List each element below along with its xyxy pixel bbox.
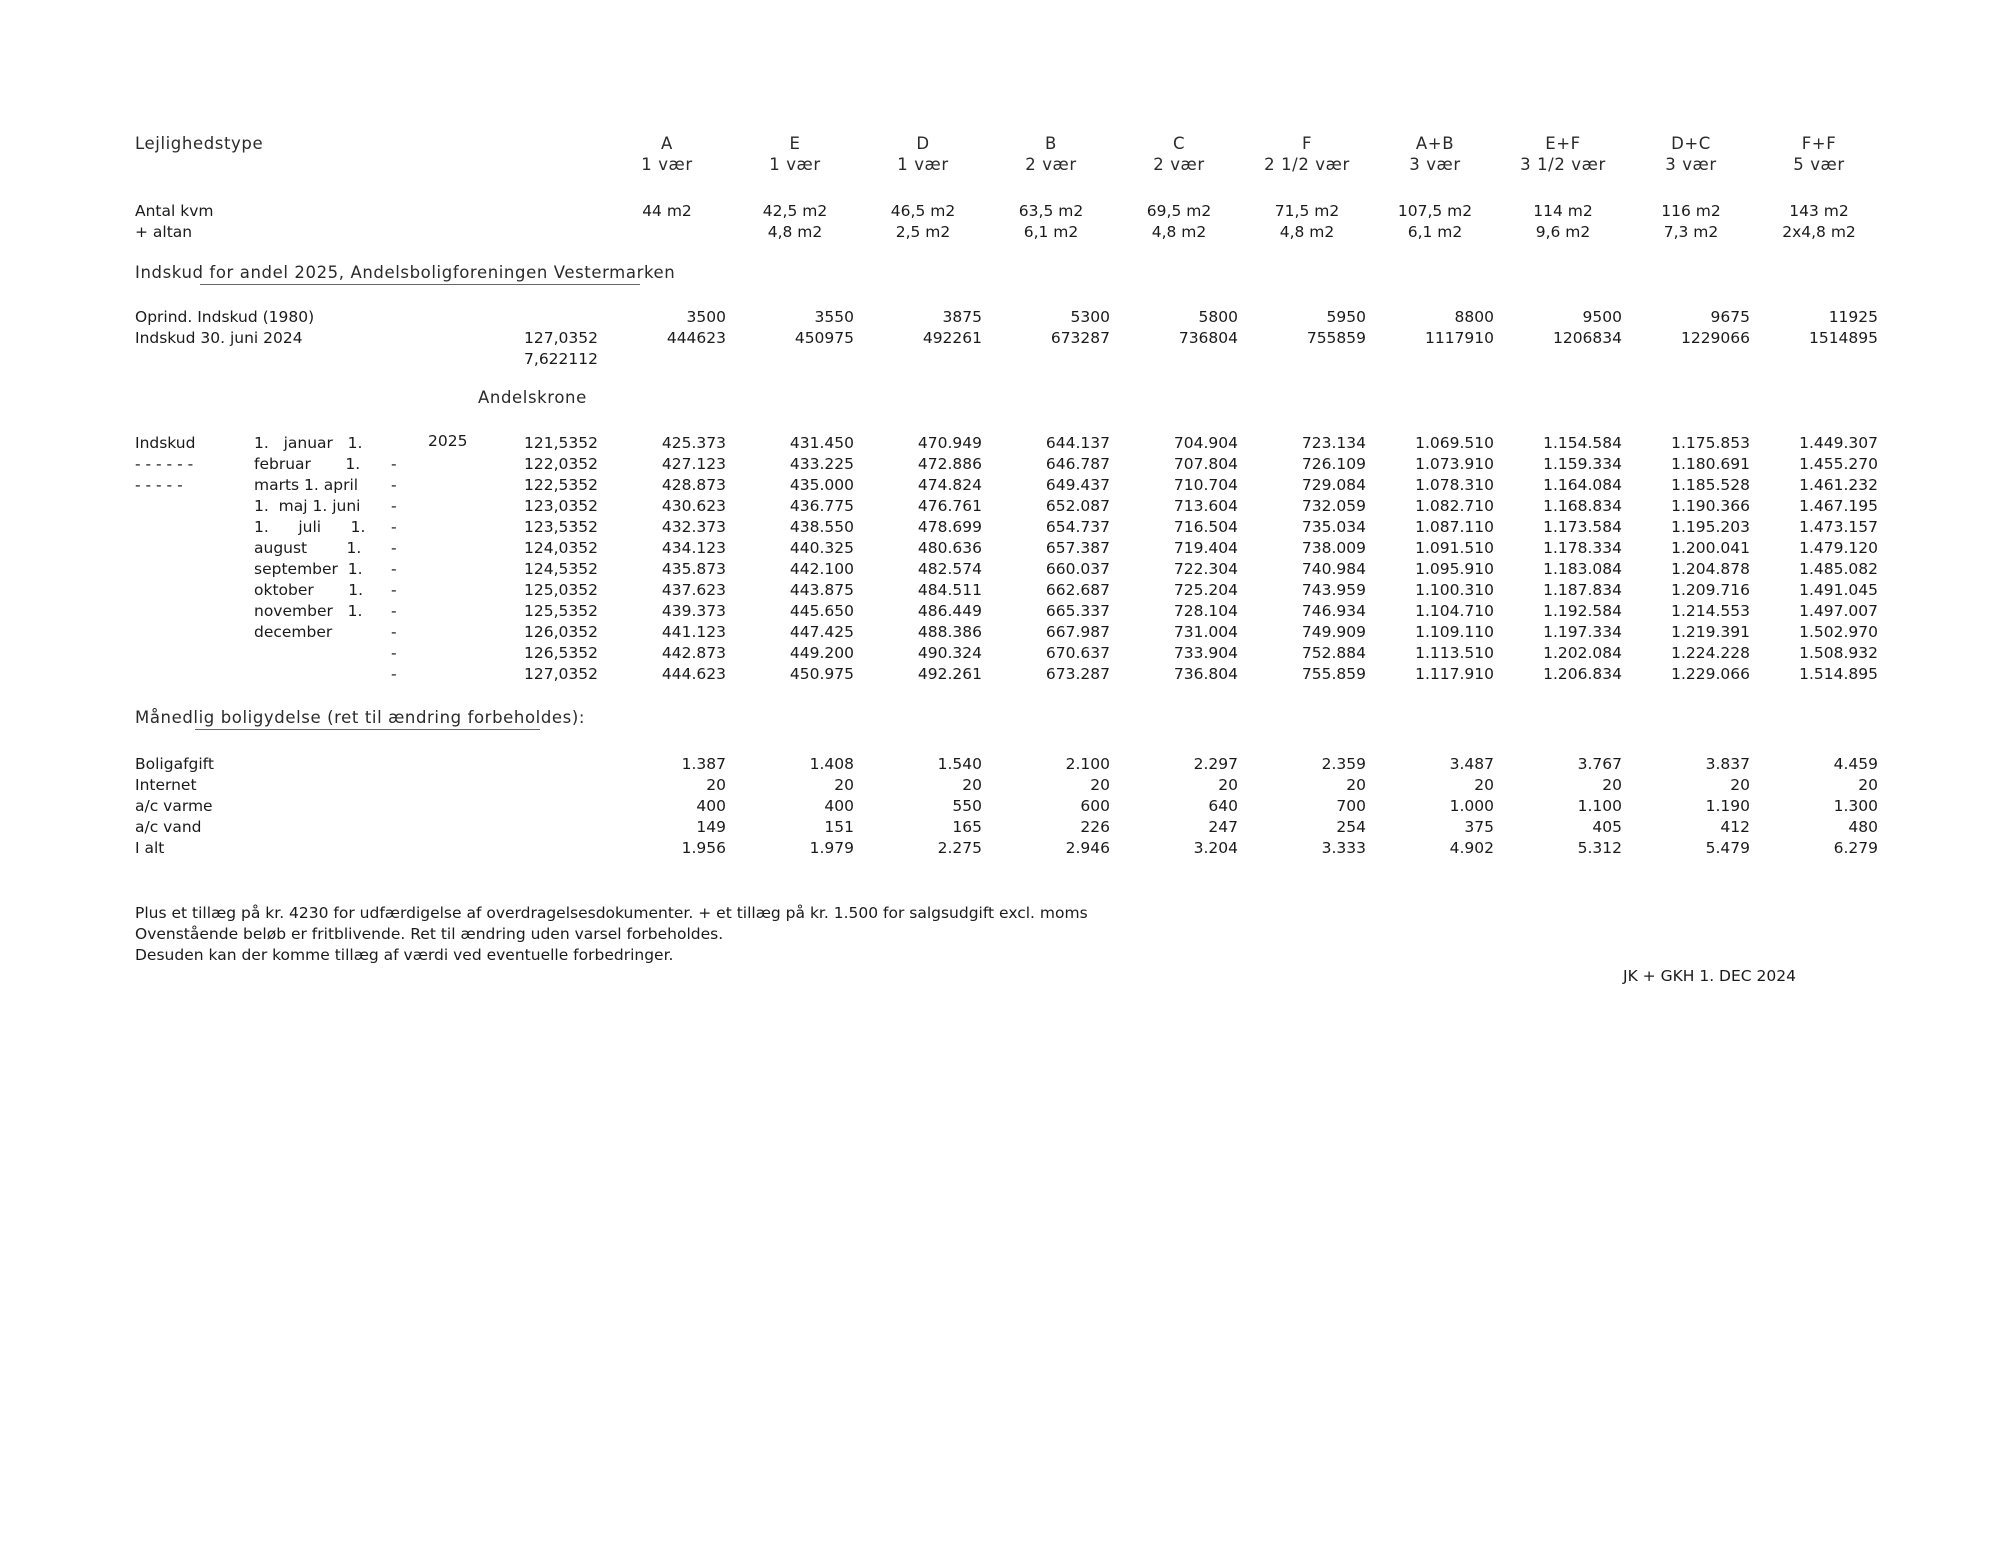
month-value: 480.636 xyxy=(917,539,982,557)
column-altan: 4,8 m2 xyxy=(1279,223,1335,241)
oprind-value: 3500 xyxy=(686,308,726,326)
month-factor: 121,5352 xyxy=(524,434,598,452)
extra-factor: 7,622112 xyxy=(524,350,598,368)
column-altan: 7,3 m2 xyxy=(1663,223,1719,241)
cost-value: 165 xyxy=(952,818,982,836)
oprind-value: 9500 xyxy=(1582,308,1622,326)
cost-value: 254 xyxy=(1336,818,1366,836)
month-value: 1.449.307 xyxy=(1799,434,1878,452)
juni-value: 444623 xyxy=(666,329,726,347)
month-value: 438.550 xyxy=(789,518,854,536)
column-code: A xyxy=(661,134,673,153)
column-altan: 9,6 m2 xyxy=(1535,223,1591,241)
column-kvm: 143 m2 xyxy=(1789,202,1849,220)
month-value: 652.087 xyxy=(1045,497,1110,515)
month-value: 1.485.082 xyxy=(1799,560,1878,578)
month-dash: - xyxy=(391,602,397,620)
month-value: 444.623 xyxy=(661,665,726,683)
month-value: 644.137 xyxy=(1045,434,1110,452)
month-value: 1.100.310 xyxy=(1415,581,1494,599)
month-value: 1.508.932 xyxy=(1799,644,1878,662)
month-value: 731.004 xyxy=(1173,623,1238,641)
month-value: 726.109 xyxy=(1301,455,1366,473)
cost-value: 226 xyxy=(1080,818,1110,836)
oprind-value: 9675 xyxy=(1710,308,1750,326)
month-value: 1.467.195 xyxy=(1799,497,1878,515)
month-label: oktober 1. xyxy=(254,581,364,599)
juni-factor: 127,0352 xyxy=(524,329,598,347)
month-value: 660.037 xyxy=(1045,560,1110,578)
column-code: A+B xyxy=(1415,134,1455,153)
month-value: 442.873 xyxy=(661,644,726,662)
cost-label: a/c vand xyxy=(135,818,202,836)
month-value: 707.804 xyxy=(1173,455,1238,473)
column-altan: 6,1 m2 xyxy=(1023,223,1079,241)
cost-value: 1.100 xyxy=(1577,797,1622,815)
month-factor: 122,5352 xyxy=(524,476,598,494)
cost-value: 400 xyxy=(696,797,726,815)
month-value: 646.787 xyxy=(1045,455,1110,473)
column-rooms: 3 vær xyxy=(1409,155,1461,174)
column-rooms: 2 1/2 vær xyxy=(1264,155,1350,174)
month-value: 738.009 xyxy=(1301,539,1366,557)
month-value: 425.373 xyxy=(661,434,726,452)
month-label: august 1. xyxy=(254,539,362,557)
month-factor: 125,5352 xyxy=(524,602,598,620)
column-kvm: 42,5 m2 xyxy=(762,202,828,220)
month-value: 1.192.584 xyxy=(1543,602,1622,620)
column-rooms: 5 vær xyxy=(1793,155,1845,174)
cost-label: a/c varme xyxy=(135,797,213,815)
cost-value: 2.100 xyxy=(1065,755,1110,773)
column-rooms: 3 vær xyxy=(1665,155,1717,174)
month-value: 667.987 xyxy=(1045,623,1110,641)
month-value: 1.209.716 xyxy=(1671,581,1750,599)
month-value: 725.204 xyxy=(1173,581,1238,599)
month-value: 1.187.834 xyxy=(1543,581,1622,599)
month-factor: 123,0352 xyxy=(524,497,598,515)
column-rooms: 3 1/2 vær xyxy=(1520,155,1606,174)
month-value: 670.637 xyxy=(1045,644,1110,662)
month-value: 442.100 xyxy=(789,560,854,578)
month-factor: 126,0352 xyxy=(524,623,598,641)
month-value: 437.623 xyxy=(661,581,726,599)
year-label: 2025 xyxy=(428,432,468,450)
column-code: C xyxy=(1172,134,1186,153)
month-label: september 1. xyxy=(254,560,363,578)
column-altan: 2,5 m2 xyxy=(895,223,951,241)
month-value: 472.886 xyxy=(917,455,982,473)
month-value: 435.000 xyxy=(789,476,854,494)
month-value: 1.514.895 xyxy=(1799,665,1878,683)
month-value: 729.084 xyxy=(1301,476,1366,494)
month-value: 1.197.334 xyxy=(1543,623,1622,641)
column-code: F+F xyxy=(1801,134,1837,153)
column-code: B xyxy=(1045,134,1057,153)
month-value: 1.178.334 xyxy=(1543,539,1622,557)
cost-label: Internet xyxy=(135,776,197,794)
cost-value: 600 xyxy=(1080,797,1110,815)
cost-value: 640 xyxy=(1208,797,1238,815)
month-value: 490.324 xyxy=(917,644,982,662)
oprind-value: 5800 xyxy=(1198,308,1238,326)
month-value: 1.073.910 xyxy=(1415,455,1494,473)
cost-value: 2.297 xyxy=(1193,755,1238,773)
month-value: 1.502.970 xyxy=(1799,623,1878,641)
cost-value: 1.408 xyxy=(809,755,854,773)
month-value: 1.497.007 xyxy=(1799,602,1878,620)
juni-value: 1229066 xyxy=(1680,329,1750,347)
column-kvm: 69,5 m2 xyxy=(1146,202,1212,220)
cost-value: 3.767 xyxy=(1577,755,1622,773)
month-value: 1.195.203 xyxy=(1671,518,1750,536)
month-value: 476.761 xyxy=(917,497,982,515)
month-value: 1.200.041 xyxy=(1671,539,1750,557)
juni-value: 755859 xyxy=(1306,329,1366,347)
month-label: 1. juli 1. xyxy=(254,518,366,536)
month-value: 486.449 xyxy=(917,602,982,620)
cost-value: 247 xyxy=(1208,818,1238,836)
cost-value: 3.204 xyxy=(1193,839,1238,857)
andelskrone-label: Andelskrone xyxy=(478,388,587,407)
cost-value: 2.359 xyxy=(1321,755,1366,773)
cost-value: 3.333 xyxy=(1321,839,1366,857)
cost-value: 550 xyxy=(952,797,982,815)
cost-value: 412 xyxy=(1720,818,1750,836)
month-value: 719.404 xyxy=(1173,539,1238,557)
month-value: 435.873 xyxy=(661,560,726,578)
cost-value: 1.190 xyxy=(1705,797,1750,815)
column-kvm: 63,5 m2 xyxy=(1018,202,1084,220)
cost-value: 1.956 xyxy=(681,839,726,857)
month-value: 723.134 xyxy=(1301,434,1366,452)
signature: JK + GKH 1. DEC 2024 xyxy=(1623,967,1796,985)
month-factor: 124,5352 xyxy=(524,560,598,578)
month-dash: - xyxy=(391,644,397,662)
juni-value: 736804 xyxy=(1178,329,1238,347)
cost-value: 4.459 xyxy=(1833,755,1878,773)
month-factor: 122,0352 xyxy=(524,455,598,473)
month-value: 1.069.510 xyxy=(1415,434,1494,452)
month-value: 1.117.910 xyxy=(1415,665,1494,683)
juni-value: 1206834 xyxy=(1552,329,1622,347)
month-dash: - xyxy=(391,581,397,599)
month-value: 710.704 xyxy=(1173,476,1238,494)
cost-value: 20 xyxy=(962,776,982,794)
month-value: 1.183.084 xyxy=(1543,560,1622,578)
month-value: 654.737 xyxy=(1045,518,1110,536)
note-line: Plus et tillæg på kr. 4230 for udfærdigelse af overdragelsesdokumenter. + et tillæg på kr. 1.500 for salgsudgift excl. moms xyxy=(135,904,1088,922)
column-rooms: 2 vær xyxy=(1025,155,1077,174)
altan-label: + altan xyxy=(135,223,193,241)
column-code: D xyxy=(916,134,930,153)
dash-line-b: - - - - - xyxy=(135,476,183,494)
month-value: 1.185.528 xyxy=(1671,476,1750,494)
month-value: 1.479.120 xyxy=(1799,539,1878,557)
column-altan: 4,8 m2 xyxy=(767,223,823,241)
month-value: 722.304 xyxy=(1173,560,1238,578)
cost-value: 20 xyxy=(1090,776,1110,794)
month-label: november 1. xyxy=(254,602,363,620)
cost-label: Boligafgift xyxy=(135,755,214,773)
month-factor: 124,0352 xyxy=(524,539,598,557)
column-altan: 4,8 m2 xyxy=(1151,223,1207,241)
month-value: 439.373 xyxy=(661,602,726,620)
cost-value: 3.487 xyxy=(1449,755,1494,773)
column-kvm: 107,5 m2 xyxy=(1397,202,1473,220)
month-value: 665.337 xyxy=(1045,602,1110,620)
oprind-value: 5950 xyxy=(1326,308,1366,326)
month-value: 432.373 xyxy=(661,518,726,536)
month-value: 445.650 xyxy=(789,602,854,620)
month-value: 716.504 xyxy=(1173,518,1238,536)
oprind-value: 8800 xyxy=(1454,308,1494,326)
column-code: E xyxy=(789,134,801,153)
month-value: 649.437 xyxy=(1045,476,1110,494)
month-value: 1.164.084 xyxy=(1543,476,1622,494)
oprind-value: 5300 xyxy=(1070,308,1110,326)
month-value: 657.387 xyxy=(1045,539,1110,557)
juni-value: 450975 xyxy=(794,329,854,347)
column-rooms: 1 vær xyxy=(641,155,693,174)
column-kvm: 114 m2 xyxy=(1533,202,1593,220)
month-value: 492.261 xyxy=(917,665,982,683)
month-factor: 127,0352 xyxy=(524,665,598,683)
section2-title: Månedlig boligydelse (ret til ændring forbeholdes): xyxy=(135,708,586,727)
month-value: 441.123 xyxy=(661,623,726,641)
month-label: 1. januar 1. xyxy=(254,434,363,452)
month-value: 732.059 xyxy=(1301,497,1366,515)
month-value: 1.190.366 xyxy=(1671,497,1750,515)
month-factor: 126,5352 xyxy=(524,644,598,662)
month-dash: - xyxy=(391,518,397,536)
month-value: 1.473.157 xyxy=(1799,518,1878,536)
month-dash: - xyxy=(391,665,397,683)
month-value: 447.425 xyxy=(789,623,854,641)
oprind-value: 3550 xyxy=(814,308,854,326)
month-value: 728.104 xyxy=(1173,602,1238,620)
cost-value: 405 xyxy=(1592,818,1622,836)
column-code: D+C xyxy=(1671,134,1711,153)
month-value: 1.491.045 xyxy=(1799,581,1878,599)
cost-value: 3.837 xyxy=(1705,755,1750,773)
cost-value: 5.312 xyxy=(1577,839,1622,857)
month-value: 478.699 xyxy=(917,518,982,536)
month-dash: - xyxy=(391,476,397,494)
month-value: 752.884 xyxy=(1301,644,1366,662)
month-value: 749.909 xyxy=(1301,623,1366,641)
month-value: 488.386 xyxy=(917,623,982,641)
month-value: 484.511 xyxy=(917,581,982,599)
cost-value: 375 xyxy=(1464,818,1494,836)
cost-value: 20 xyxy=(1218,776,1238,794)
month-value: 450.975 xyxy=(789,665,854,683)
month-dash: - xyxy=(391,539,397,557)
cost-value: 1.000 xyxy=(1449,797,1494,815)
cost-value: 400 xyxy=(824,797,854,815)
note-line: Desuden kan der komme tillæg af værdi ved eventuelle forbedringer. xyxy=(135,946,674,964)
cost-value: 20 xyxy=(706,776,726,794)
column-rooms: 1 vær xyxy=(769,155,821,174)
month-value: 755.859 xyxy=(1301,665,1366,683)
cost-value: 1.540 xyxy=(937,755,982,773)
cost-value: 20 xyxy=(1858,776,1878,794)
cost-value: 6.279 xyxy=(1833,839,1878,857)
month-value: 743.959 xyxy=(1301,581,1366,599)
month-dash: - xyxy=(391,623,397,641)
juni-value: 492261 xyxy=(922,329,982,347)
indskud-label: Indskud xyxy=(135,434,196,452)
cost-value: 1.979 xyxy=(809,839,854,857)
type-label: Lejlighedstype xyxy=(135,134,264,153)
cost-value: 151 xyxy=(824,818,854,836)
month-label: februar 1. xyxy=(254,455,361,473)
month-value: 1.455.270 xyxy=(1799,455,1878,473)
cost-value: 700 xyxy=(1336,797,1366,815)
month-value: 470.949 xyxy=(917,434,982,452)
month-value: 433.225 xyxy=(789,455,854,473)
month-value: 704.904 xyxy=(1173,434,1238,452)
month-value: 428.873 xyxy=(661,476,726,494)
cost-label: I alt xyxy=(135,839,165,857)
month-value: 1.175.853 xyxy=(1671,434,1750,452)
cost-value: 20 xyxy=(1474,776,1494,794)
month-value: 1.461.232 xyxy=(1799,476,1878,494)
oprind-value: 11925 xyxy=(1828,308,1878,326)
month-value: 1.159.334 xyxy=(1543,455,1622,473)
month-value: 1.082.710 xyxy=(1415,497,1494,515)
column-rooms: 2 vær xyxy=(1153,155,1205,174)
cost-value: 1.300 xyxy=(1833,797,1878,815)
cost-value: 480 xyxy=(1848,818,1878,836)
month-value: 1.168.834 xyxy=(1543,497,1622,515)
month-value: 1.154.584 xyxy=(1543,434,1622,452)
month-value: 1.206.834 xyxy=(1543,665,1622,683)
column-altan: 2x4,8 m2 xyxy=(1782,223,1856,241)
month-value: 1.109.110 xyxy=(1415,623,1494,641)
cost-value: 149 xyxy=(696,818,726,836)
month-value: 1.180.691 xyxy=(1671,455,1750,473)
month-value: 662.687 xyxy=(1045,581,1110,599)
month-value: 1.219.391 xyxy=(1671,623,1750,641)
column-kvm: 71,5 m2 xyxy=(1274,202,1340,220)
month-value: 431.450 xyxy=(789,434,854,452)
month-label: marts 1. april xyxy=(254,476,359,494)
month-value: 713.604 xyxy=(1173,497,1238,515)
month-value: 1.087.110 xyxy=(1415,518,1494,536)
month-value: 440.325 xyxy=(789,539,854,557)
juni-value: 1514895 xyxy=(1808,329,1878,347)
month-value: 427.123 xyxy=(661,455,726,473)
month-value: 740.984 xyxy=(1301,560,1366,578)
cost-value: 2.946 xyxy=(1065,839,1110,857)
month-dash: - xyxy=(391,497,397,515)
month-value: 1.173.584 xyxy=(1543,518,1622,536)
month-value: 436.775 xyxy=(789,497,854,515)
oprind-value: 3875 xyxy=(942,308,982,326)
month-value: 1.113.510 xyxy=(1415,644,1494,662)
cost-value: 20 xyxy=(1602,776,1622,794)
month-value: 1.204.878 xyxy=(1671,560,1750,578)
month-value: 1.224.228 xyxy=(1671,644,1750,662)
cost-value: 20 xyxy=(834,776,854,794)
month-value: 1.229.066 xyxy=(1671,665,1750,683)
cost-value: 20 xyxy=(1346,776,1366,794)
section1-underline xyxy=(200,284,640,285)
month-value: 1.104.710 xyxy=(1415,602,1494,620)
juni-value: 1117910 xyxy=(1424,329,1494,347)
section1-title: Indskud for andel 2025, Andelsboligforeningen Vestermarken xyxy=(135,263,676,282)
month-value: 733.904 xyxy=(1173,644,1238,662)
section2-underline xyxy=(195,729,540,730)
cost-value: 2.275 xyxy=(937,839,982,857)
month-label: 1. maj 1. juni xyxy=(254,497,361,515)
month-value: 1.091.510 xyxy=(1415,539,1494,557)
cost-value: 4.902 xyxy=(1449,839,1494,857)
column-rooms: 1 vær xyxy=(897,155,949,174)
month-value: 430.623 xyxy=(661,497,726,515)
juni-label: Indskud 30. juni 2024 xyxy=(135,329,303,347)
month-factor: 125,0352 xyxy=(524,581,598,599)
month-dash: - xyxy=(391,455,397,473)
cost-value: 20 xyxy=(1730,776,1750,794)
month-value: 1.214.553 xyxy=(1671,602,1750,620)
month-value: 746.934 xyxy=(1301,602,1366,620)
month-value: 1.202.084 xyxy=(1543,644,1622,662)
column-kvm: 44 m2 xyxy=(642,202,692,220)
month-value: 434.123 xyxy=(661,539,726,557)
month-value: 474.824 xyxy=(917,476,982,494)
month-value: 443.875 xyxy=(789,581,854,599)
juni-value: 673287 xyxy=(1050,329,1110,347)
month-factor: 123,5352 xyxy=(524,518,598,536)
column-kvm: 116 m2 xyxy=(1661,202,1721,220)
column-altan: 6,1 m2 xyxy=(1407,223,1463,241)
oprind-label: Oprind. Indskud (1980) xyxy=(135,308,315,326)
month-value: 449.200 xyxy=(789,644,854,662)
month-dash: - xyxy=(391,560,397,578)
column-code: E+F xyxy=(1545,134,1581,153)
kvm-label: Antal kvm xyxy=(135,202,214,220)
cost-value: 5.479 xyxy=(1705,839,1750,857)
month-label: december xyxy=(254,623,333,641)
month-value: 482.574 xyxy=(917,560,982,578)
note-line: Ovenstående beløb er fritblivende. Ret til ændring uden varsel forbeholdes. xyxy=(135,925,724,943)
dash-line-a: - - - - - - xyxy=(135,455,194,473)
month-value: 1.078.310 xyxy=(1415,476,1494,494)
month-value: 1.095.910 xyxy=(1415,560,1494,578)
month-value: 736.804 xyxy=(1173,665,1238,683)
cost-value: 1.387 xyxy=(681,755,726,773)
month-value: 735.034 xyxy=(1301,518,1366,536)
month-value: 673.287 xyxy=(1045,665,1110,683)
column-kvm: 46,5 m2 xyxy=(890,202,956,220)
column-code: F xyxy=(1301,134,1313,153)
